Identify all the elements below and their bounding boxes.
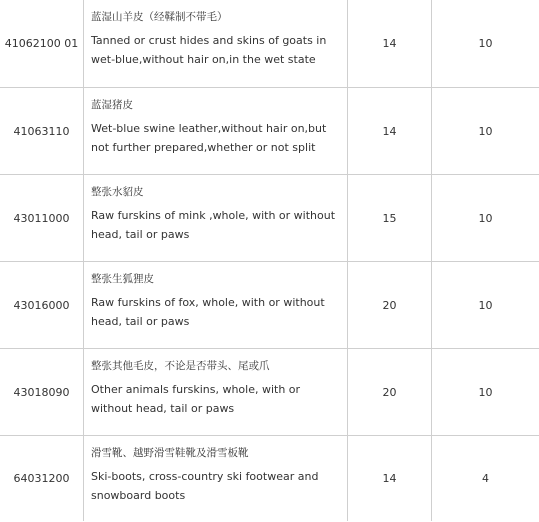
hs-code-cell: 43016000 <box>0 262 84 348</box>
rate-cell-a: 14 <box>348 0 432 87</box>
rate-cell-a: 20 <box>348 262 432 348</box>
rate-cell-b: 10 <box>478 124 493 138</box>
description-cn: 蓝湿猪皮 <box>91 99 133 111</box>
description-cell <box>84 175 348 261</box>
hs-code-cell: 64031200 <box>0 436 84 521</box>
description-cn: 整张生狐狸皮 <box>91 273 154 285</box>
description-cell <box>84 262 348 348</box>
description-en: Raw furskins of mink ,whole, with or without head, tail or paws <box>91 209 336 241</box>
description-cn: 整张水貂皮 <box>91 186 144 198</box>
table-row <box>0 88 539 175</box>
rate-cell-b: 10 <box>478 211 493 225</box>
hs-code-cell: 41062100 01 <box>0 0 84 87</box>
table-row <box>0 0 539 88</box>
rate-cell-a: 14 <box>348 436 432 521</box>
rate-cell-b: 4 <box>482 472 489 485</box>
description-en: Ski-boots, cross-country ski footwear and snowboard boots <box>91 470 319 502</box>
description-cell <box>84 436 348 521</box>
description-en: Other animals furskins, whole, with or without head, tail or paws <box>91 383 301 415</box>
description-en: Wet-blue swine leather,without hair on,but not further prepared,whether or not split <box>91 122 327 154</box>
table-row <box>0 349 539 436</box>
rate-cell-b: 10 <box>478 385 493 399</box>
rate-cell-a: 14 <box>348 88 432 174</box>
rate-cell-b: 10 <box>478 37 493 50</box>
hs-code-cell: 43018090 <box>0 349 84 435</box>
description-cell <box>84 88 348 174</box>
description-cell <box>84 0 348 87</box>
table-row <box>0 436 539 521</box>
rate-cell-a: 20 <box>348 349 432 435</box>
description-en: Raw furskins of fox, whole, with or without head, tail or paws <box>91 296 325 328</box>
hs-code-cell: 41063110 <box>0 88 84 174</box>
description-cn: 滑雪靴、越野滑雪鞋靴及滑雪板靴 <box>91 447 249 459</box>
description-cell <box>84 349 348 435</box>
table-row <box>0 262 539 349</box>
rate-cell-a: 15 <box>348 175 432 261</box>
description-cn: 整张其他毛皮，不论是否带头、尾或爪 <box>91 360 270 372</box>
description-cn: 蓝湿山羊皮（经鞣制不带毛） <box>91 11 228 23</box>
hs-code-cell: 43011000 <box>0 175 84 261</box>
rate-cell-b: 10 <box>478 298 493 312</box>
table-row <box>0 175 539 262</box>
description-en: Tanned or crust hides and skins of goats in wet-blue,without hair on,in the wet state <box>91 34 327 66</box>
